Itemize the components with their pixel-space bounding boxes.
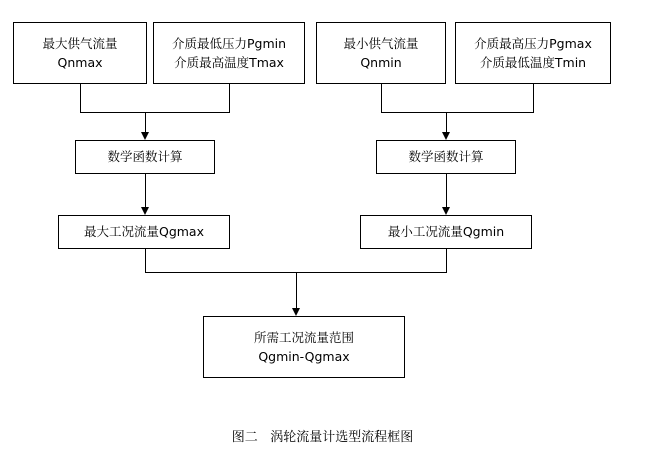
node-calc-right xyxy=(376,140,516,174)
node-qnmin-line-1: 最小供气流量 xyxy=(343,35,419,51)
node-pgmin-tmax-line-2: 介质最高温度Tmax xyxy=(174,55,284,70)
node-qnmin-line-2: Qnmin xyxy=(360,55,402,70)
arrowhead-right-calc xyxy=(442,132,450,140)
edge-qgmax-down xyxy=(145,249,146,272)
edge-left-to-calc xyxy=(145,112,146,132)
node-calc-left-label: 数学函数计算 xyxy=(107,149,183,165)
arrowhead-left-calc xyxy=(141,132,149,140)
edge-calc-left-to-qgmax xyxy=(145,174,146,207)
node-result-line-1: 所需工况流量范围 xyxy=(253,329,354,345)
node-calc-left xyxy=(75,140,215,174)
node-qgmax xyxy=(58,215,230,249)
node-qnmin xyxy=(316,22,446,84)
node-qgmax-label: 最大工况流量Qgmax xyxy=(83,224,204,240)
node-pgmax-tmin xyxy=(455,22,611,84)
node-result-line-2: Qgmin-Qgmax xyxy=(258,349,350,364)
edge-right-to-calc xyxy=(446,112,447,132)
edge-pgmax-down xyxy=(533,84,534,112)
arrowhead-qgmax xyxy=(141,207,149,215)
node-qnmax xyxy=(13,22,147,84)
node-qgmin xyxy=(360,215,532,249)
edge-qnmin-down xyxy=(381,84,382,112)
arrowhead-result xyxy=(292,308,300,316)
node-qgmin-label: 最小工况流量Qgmin xyxy=(387,224,505,240)
node-result xyxy=(203,316,405,378)
node-pgmin-tmax-line-1: 介质最低压力Pgmin xyxy=(171,35,287,51)
node-pgmin-tmax xyxy=(153,22,305,84)
edge-left-join xyxy=(80,112,230,113)
node-pgmax-tmin-line-2: 介质最低温度Tmin xyxy=(479,55,587,70)
edge-qgmin-down xyxy=(446,249,447,272)
node-calc-right-label: 数学函数计算 xyxy=(408,149,484,165)
arrowhead-qgmin xyxy=(442,207,450,215)
edge-join-to-result xyxy=(296,272,297,308)
edge-right-join xyxy=(381,112,534,113)
node-qnmax-line-1: 最大供气流量 xyxy=(42,35,118,51)
edge-qnmax-down xyxy=(80,84,81,112)
edge-calc-right-to-qgmin xyxy=(446,174,447,207)
edge-pgmin-down xyxy=(229,84,230,112)
node-pgmax-tmin-line-1: 介质最高压力Pgmax xyxy=(474,35,592,51)
node-qnmax-line-2: Qnmax xyxy=(57,55,103,70)
figure-caption: 图二 涡轮流量计选型流程框图 xyxy=(231,430,414,445)
